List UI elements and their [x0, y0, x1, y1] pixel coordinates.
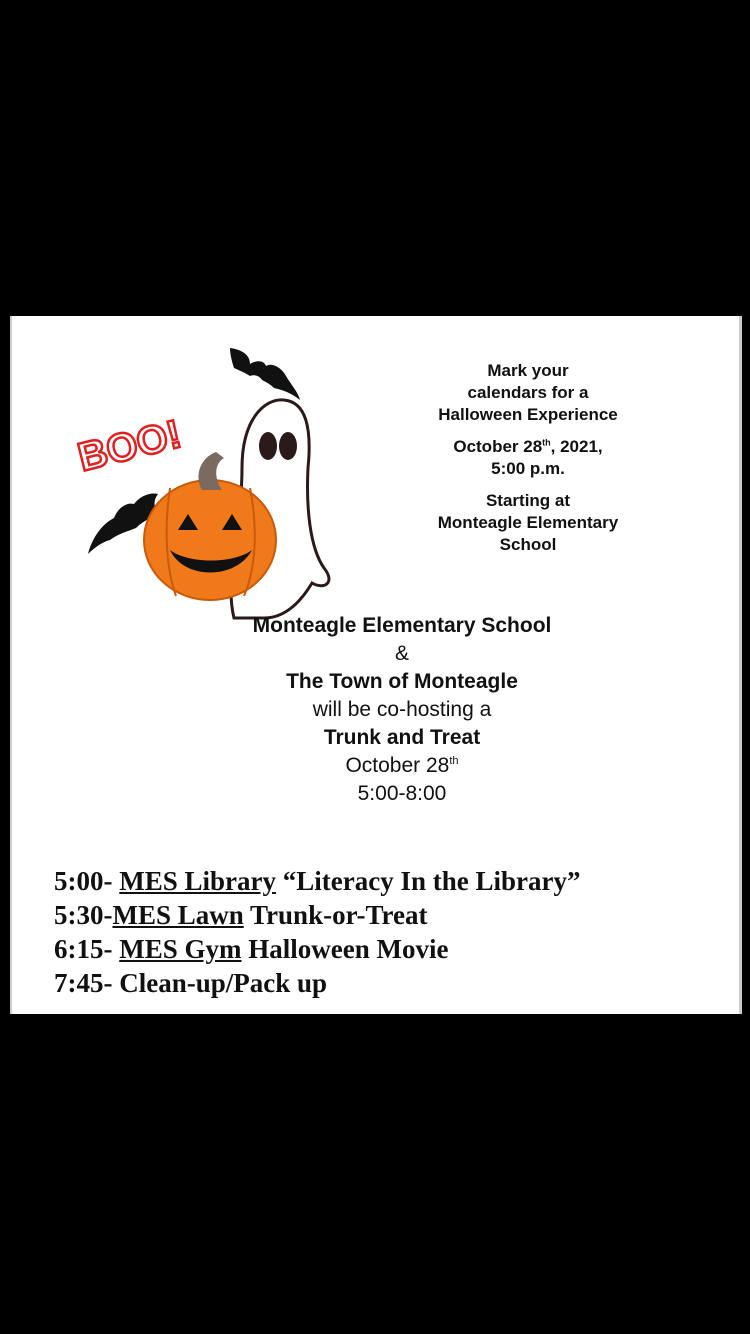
host-school: Monteagle Elementary School: [252, 614, 552, 637]
schedule-activity: Trunk-or-Treat: [243, 900, 428, 930]
flyer: [10, 316, 742, 1014]
schedule-time: 6:15-: [54, 934, 120, 964]
event-name: Trunk and Treat: [323, 726, 481, 749]
boo-text: BOO!: [74, 412, 186, 480]
notice-line: Mark your: [487, 361, 569, 380]
schedule-row: [54, 966, 580, 1000]
schedule-place: MES Library: [119, 866, 276, 896]
notice-date-year: , 2021,: [550, 437, 603, 456]
notice-line: calendars for a: [467, 383, 589, 402]
event-date: [12, 752, 750, 780]
schedule-place: MES Gym: [119, 934, 242, 964]
host-town: The Town of Monteagle: [286, 670, 518, 693]
notice-location: Starting at: [485, 491, 571, 510]
schedule-row: [54, 932, 580, 966]
schedule-time: 5:00-: [54, 866, 120, 896]
event-hours: 5:00-8:00: [357, 782, 447, 805]
schedule-time: 7:45- Clean-up/Pack up: [54, 968, 328, 998]
halloween-clipart: [74, 328, 334, 628]
schedule-list: [54, 864, 580, 1000]
bat-icon: [230, 348, 300, 400]
event-notice: [408, 360, 648, 566]
notice-date-sup: th: [542, 437, 551, 448]
schedule-place: MES Lawn: [112, 900, 244, 930]
event-date-text: October 28: [345, 754, 450, 777]
cohost-text: will be co-hosting a: [312, 698, 492, 721]
schedule-row: [54, 864, 580, 898]
schedule-activity: Halloween Movie: [241, 934, 449, 964]
schedule-row: [54, 898, 580, 932]
notice-location: Monteagle Elementary: [437, 513, 619, 532]
ampersand: &: [394, 642, 409, 665]
notice-time: 5:00 p.m.: [491, 459, 565, 478]
notice-line: Halloween Experience: [438, 405, 618, 424]
schedule-activity: “Literacy In the Library”: [276, 866, 581, 896]
schedule-time: 5:30-: [54, 900, 113, 930]
hosts-block: [12, 612, 750, 808]
notice-location: School: [499, 535, 557, 554]
event-date-sup: th: [449, 755, 459, 767]
notice-date: October 28: [453, 437, 543, 456]
